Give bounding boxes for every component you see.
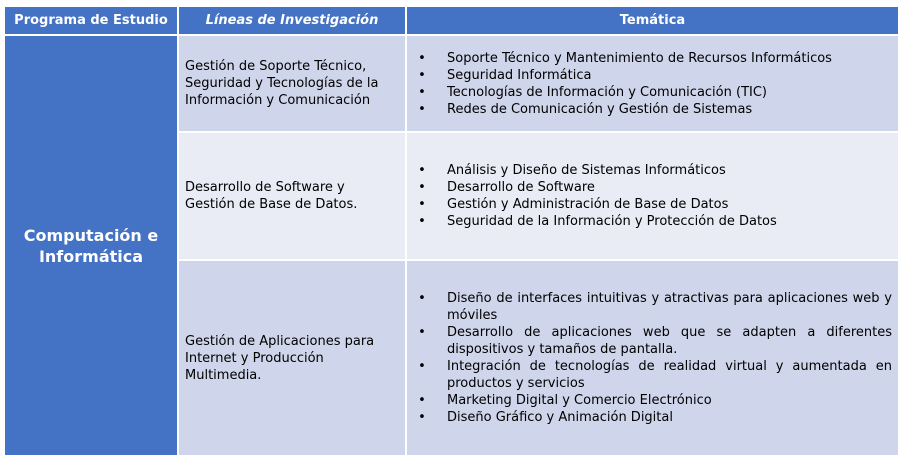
list-item: • Análisis y Diseño de Sistemas Informáticos xyxy=(418,163,726,178)
list-item: • Soporte Técnico y Mantenimiento de Recursos Informáticos xyxy=(418,50,832,66)
research-line: Desarrollo de Software y Gestión de Base de Datos. xyxy=(178,132,406,260)
topic-list xyxy=(406,35,899,132)
header-row xyxy=(4,6,899,35)
list-item: • Marketing Digital y Comercio Electrónico xyxy=(418,393,712,408)
research-lines-table xyxy=(3,5,900,457)
research-line: Gestión de Soporte Técnico, Seguridad y Tecnologías de la Información y Comunicación xyxy=(178,35,406,132)
list-item: • Integración de tecnologías de realidad virtual y aumentada en productos y servicios xyxy=(418,359,892,391)
list-item: • Redes de Comunicación y Gestión de Sistemas xyxy=(418,101,753,117)
list-item: • Seguridad Informática xyxy=(418,67,592,83)
header-program: Programa de Estudio xyxy=(4,6,178,35)
table-row xyxy=(4,35,899,132)
list-item: • Diseño de interfaces intuitivas y atractivas para aplicaciones web y móviles xyxy=(418,291,892,323)
header-topics: Temática xyxy=(406,6,899,35)
list-item: • Tecnologías de Información y Comunicación (TIC) xyxy=(418,84,767,100)
header-lines: Líneas de Investigación xyxy=(178,6,406,35)
topic-list xyxy=(406,260,899,456)
list-item: • Seguridad de la Información y Protección de Datos xyxy=(418,214,777,229)
list-item: • Desarrollo de Software xyxy=(418,180,595,195)
list-item: • Gestión y Administración de Base de Datos xyxy=(418,197,729,212)
list-item: • Diseño Gráfico y Animación Digital xyxy=(418,410,673,425)
research-line: Gestión de Aplicaciones para Internet y Producción Multimedia. xyxy=(178,260,406,456)
topic-list xyxy=(406,132,899,260)
program-name: Computación e Informática xyxy=(4,35,178,456)
list-item: • Desarrollo de aplicaciones web que se adapten a diferentes dispositivos y tamaños de pantalla. xyxy=(418,325,892,357)
